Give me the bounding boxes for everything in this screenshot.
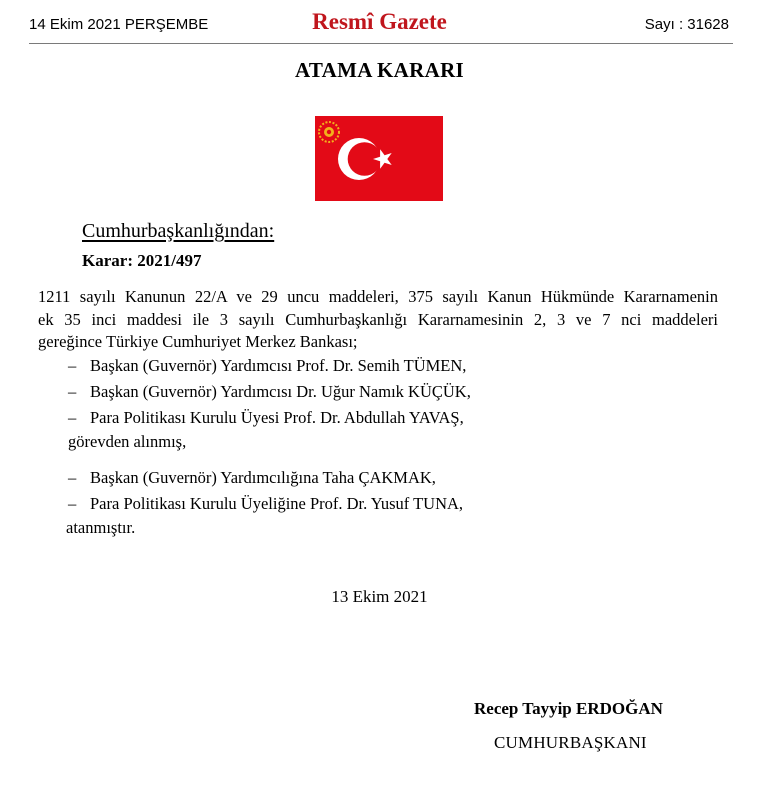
removed-item-text: Başkan (Guvernör) Yardımcısı Dr. Uğur Namık KÜÇÜK, [90, 382, 471, 401]
decision-date: 13 Ekim 2021 [331, 587, 428, 606]
intro-line-3: gereğince Türkiye Cumhuriyet Merkez Bankası; [38, 332, 358, 351]
gazette-title: Resmî Gazete [312, 9, 447, 34]
appointed-item-text: Başkan (Guvernör) Yardımcılığına Taha ÇAKMAK, [90, 468, 436, 487]
removed-item [68, 408, 464, 428]
list-dash: – [68, 468, 77, 487]
removed-item-text: Para Politikası Kurulu Üyesi Prof. Dr. Abdullah YAVAŞ, [90, 408, 464, 427]
gazette-date: 14 Ekim 2021 PERŞEMBE [29, 16, 209, 33]
appointed-suffix: atanmıştır. [66, 518, 136, 537]
removed-item-text: Başkan (Guvernör) Yardımcısı Prof. Dr. Semih TÜMEN, [90, 356, 467, 375]
appointed-item [68, 494, 463, 514]
turkish-flag [315, 116, 443, 201]
appointed-item [68, 468, 436, 488]
list-dash: – [68, 408, 77, 427]
intro-line-2: ek 35 inci maddesi ile 3 sayılı Cumhurbaşkanlığı Kararnamesinin 2, 3 ve 7 nci maddeleri [38, 310, 718, 329]
gazette-issue-number: Sayı : 31628 [644, 16, 729, 33]
removed-item [68, 382, 471, 402]
header-divider [29, 43, 733, 44]
signer-title: CUMHURBAŞKANI [494, 733, 647, 752]
removed-item [68, 356, 466, 376]
appointed-item-text: Para Politikası Kurulu Üyeliğine Prof. Dr. Yusuf TUNA, [90, 494, 464, 513]
list-dash: – [68, 382, 77, 401]
signer-name: Recep Tayyip ERDOĞAN [474, 699, 663, 718]
removed-suffix: görevden alınmış, [68, 432, 187, 451]
document-title: ATAMA KARARI [294, 58, 465, 82]
issuing-authority: Cumhurbaşkanlığından: [82, 220, 275, 242]
list-dash: – [68, 494, 77, 513]
decision-number: Karar: 2021/497 [82, 251, 202, 270]
list-dash: – [68, 356, 77, 375]
intro-line-1: 1211 sayılı Kanunun 22/A ve 29 uncu maddeleri, 375 sayılı Kanun Hükmünde Kararnamenin [38, 287, 718, 306]
